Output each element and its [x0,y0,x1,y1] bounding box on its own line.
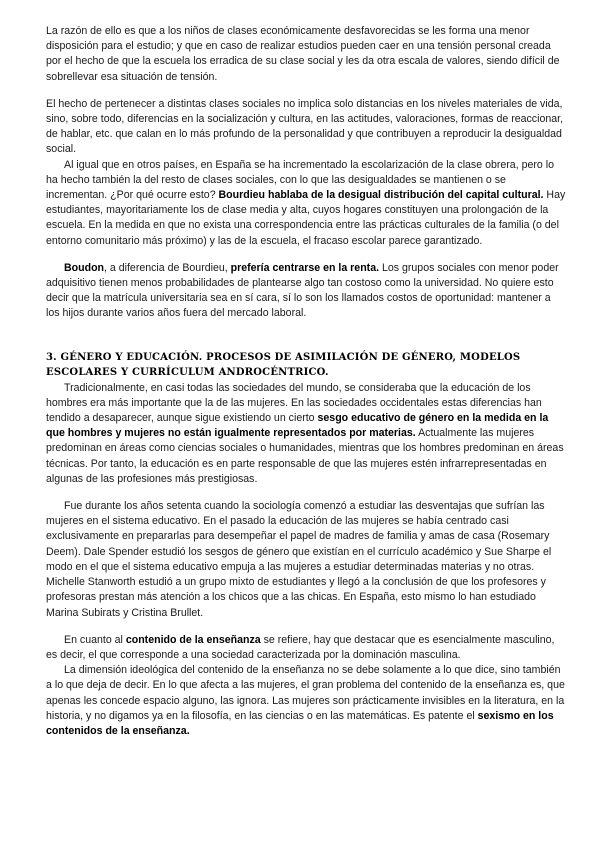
paragraph-social-classes: El hecho de pertenecer a distintas clases sociales no implica solo distancias en los niveles materiales de vida, sino, sobre todo, diferencias en la socialización y cultura, en las actitudes, valoraciones, formas de reaccionar, de hablar, etc. que calan en lo más profundo de la personalidad y que contribuyen a reproducir la desigualdad social. [46,97,564,156]
gender-text-rest: Actualmente las mujeres predominan en áreas como ciencias sociales o humanidades, mientras que los hombres predominan en áreas técnicas. Por tanto, la educación es en parte responsable de que las mujeres estén infrarrepresentadas en algunas de las profesiones más prestigiosas. [46,427,564,485]
paragraph-seventies-sociology: Fue durante los años setenta cuando la sociología comenzó a estudiar las desventajas que sufrían las mujeres en el sistema educativo. En el pasado la educación de las mujeres se había centrado casi exclusivamente en prepararlas para desempeñar el papel de madres de familia y amas de casa (Rosemary Deem). Dale Spender estudió los sesgos de género que existían en el currículo académico y Sue Sharpe el modo en el que el sistema educativo empuja a las mujeres a estudiar determinadas materias y no otras. Michelle Stanworth estudió a un grupo mixto de estudiantes y llegó a la conclusión de que los profesores y profesoras prestan más atención a los chicos que a las chicas. En España, esto mismo lo han estudiado Marina Subirats y Cristina Brullet. [46,500,552,619]
paragraph-ideological-dimension [46,663,566,739]
document-page [46,24,566,739]
content-text-rest: se refiere, hay que destacar que es esencialmente masculino, es decir, el que corresponde a una sociedad caracterizada por la dominación masculina. [46,633,555,661]
sexism-highlight: sexismo en los contenidos de la enseñanza. [46,709,554,737]
gender-text-intro: Tradicionalmente, en casi todas las sociedades del mundo, se consideraba que la educación de los hombres era más importante que la de las mujeres. En las sociedades occidentales estas diferencias han tendido a desaparecer, aunque sigue existiendo un cierto [46,381,542,425]
paragraph-class-tension: La razón de ello es que a los niños de clases económicamente desfavorecidas se les forma una menor disposición para el estudio; y que en caso de realizar estudios pueden caer en una tensión personal creada por el hecho de que la escuela los erradica de su clase social y les da otra escala de valores, siendo difícil de sobrellevar esa situación de tensión. [46,25,560,83]
bourdieu-highlight: Bourdieu hablaba de la desigual distribución del capital cultural. [218,189,544,202]
ideology-text: La dimensión ideológica del contenido de la enseñanza no se debe solamente a lo que dice, sino también a lo que deja de decir. En lo que afecta a las mujeres, el gran problema del contenido de la enseñanza es, que apenas les concede espacio alguno, las ignora. Las mujeres son prácticamente invisibles en la literatura, en la historia, y no digamos ya en la filosofía, en las ciencias o en las matemáticas. Es patente el [46,664,565,722]
content-highlight: contenido de la enseñanza [125,633,261,646]
section-heading: 3. GÉNERO Y EDUCACIÓN. PROCESOS DE ASIMILACIÓN DE GÉNERO, MODELOS ESCOLARES Y CURRÍCULUM ANDROCÉNTRICO. [46,351,521,379]
paragraph-boudon [46,261,566,322]
paragraph-teaching-content [46,633,566,663]
gender-highlight: sesgo educativo de género en la medida en la que hombres y mujeres no están igualmente representados por materias. [46,412,549,440]
bourdieu-text-rest: Hay estudiantes, mayoritariamente los de clase media y alta, cuyos hogares constituyen una prolongación de la escuela. En la medida en que no exista una correspondencia entre las prácticas culturales de la familia (o del entorno comunitario más próximo) y las de la escuela, el fracaso escolar parece garantizado. [46,189,566,247]
bourdieu-text-intro: Al igual que en otros países, en España se ha incrementado la escolarización de la clase obrera, pero lo ha hecho también la del resto de clases sociales, con lo que las desigualdades se mantienen o se incrementan. ¿Por qué ocurre esto? [46,158,554,202]
boudon-name: Boudon [64,261,105,274]
boudon-highlight: prefería centrarse en la renta. [230,261,380,274]
paragraph-gender-bias [46,381,566,487]
boudon-text-rest: Los grupos sociales con menor poder adquisitivo tienen menos probabilidades de plantearse algo tan costoso como la universidad. No quiere esto decir que la matrícula universitaria sea en sí cara, sí lo son los llamados costos de oportunidad: mantener a los hijos durante varios años fuera del mercado laboral. [46,261,559,320]
boudon-text-intro: , a diferencia de Bourdieu, [104,261,231,274]
paragraph-bourdieu [46,158,566,249]
content-text-intro: En cuanto al [64,633,126,646]
